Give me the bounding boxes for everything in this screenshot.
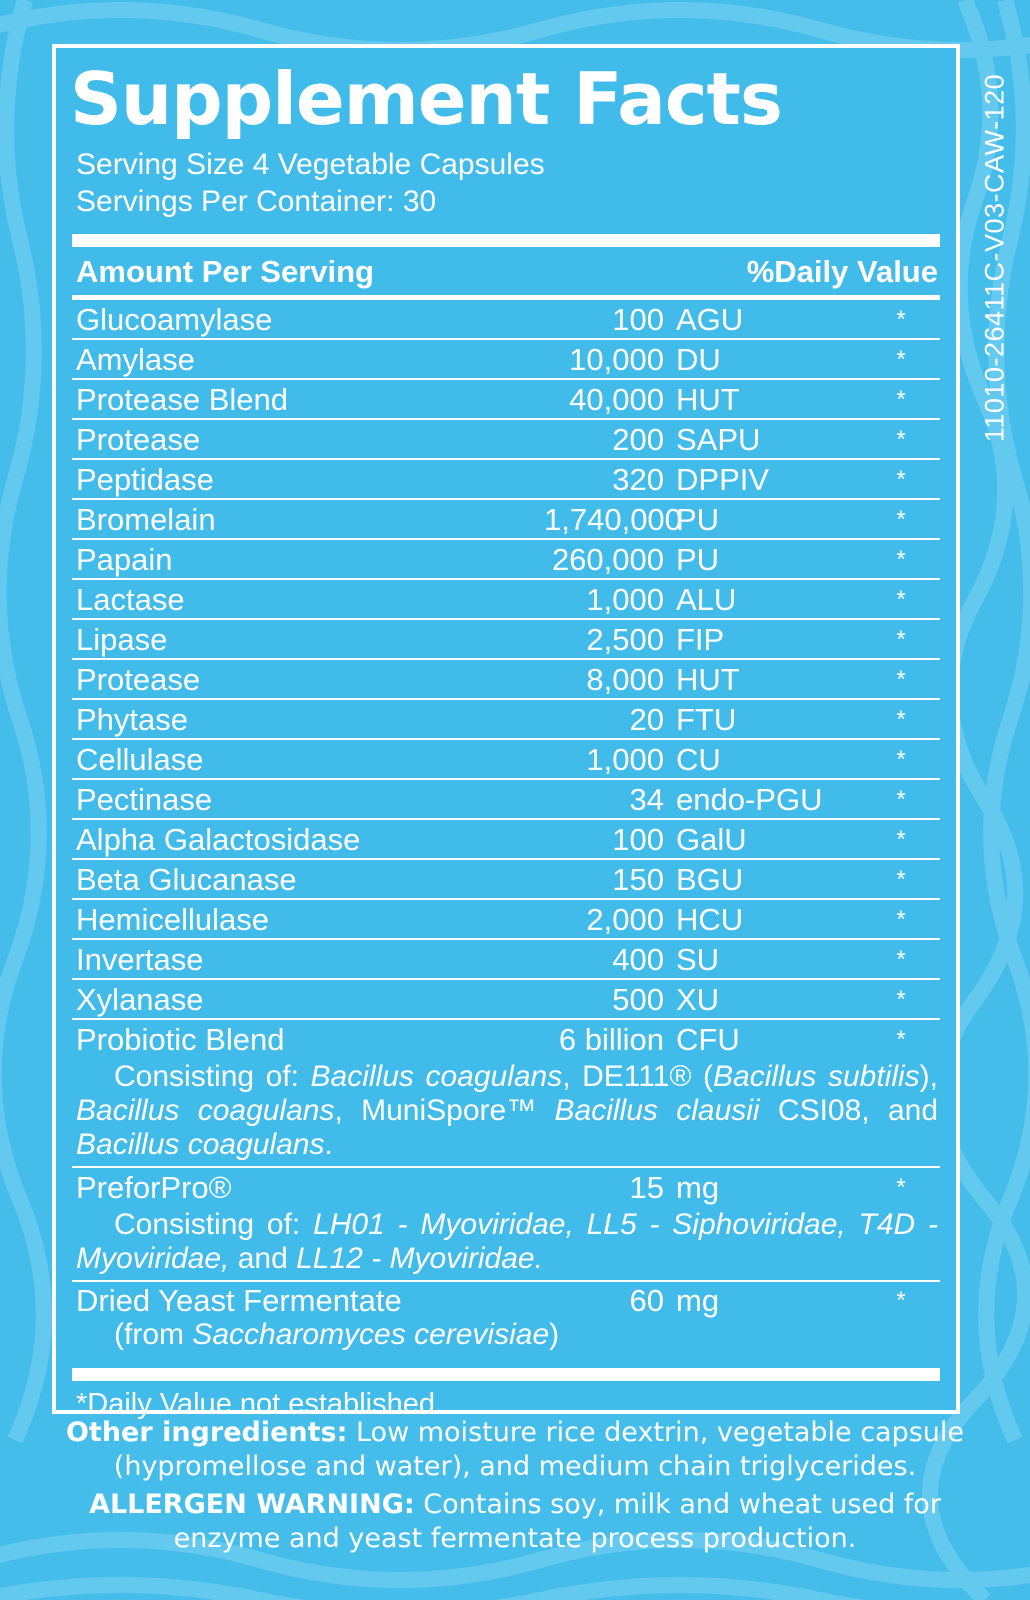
nutrient-name: Bromelain <box>76 502 216 537</box>
nutrient-name: Xylanase <box>76 982 204 1017</box>
nutrient-amount: 2,000 <box>586 902 664 937</box>
daily-value-marker: * <box>896 1174 906 1201</box>
daily-value-marker: * <box>896 826 906 853</box>
nutrient-unit: HUT <box>676 662 740 697</box>
daily-value-marker: * <box>896 946 906 973</box>
nutrient-amount: 2,500 <box>586 622 664 657</box>
nutrient-row <box>72 620 940 660</box>
nutrient-row <box>72 820 940 860</box>
nutrient-name: Lipase <box>76 622 168 657</box>
daily-value-marker: * <box>896 386 906 413</box>
product-code: 11010-26411C-V03-CAW-120 <box>979 73 1010 443</box>
nutrient-amount: 10,000 <box>569 342 664 377</box>
header-amount-per-serving: Amount Per Serving <box>76 254 374 289</box>
nutrient-unit: CU <box>676 742 721 777</box>
nutrient-amount: 200 <box>612 422 664 457</box>
nutrient-name: Protease <box>76 422 201 457</box>
nutrient-amount: 8,000 <box>586 662 664 697</box>
nutrient-amount: 100 <box>612 302 664 337</box>
nutrient-amount: 20 <box>629 702 664 737</box>
servings-per-container: Servings Per Container: 30 <box>76 185 437 218</box>
nutrient-name: Amylase <box>76 342 195 377</box>
nutrient-unit: DU <box>676 342 721 377</box>
nutrient-unit: mg <box>676 1283 720 1318</box>
nutrient-name: Cellulase <box>76 742 204 777</box>
table-header <box>72 247 940 295</box>
nutrient-row <box>72 980 940 1020</box>
nutrient-unit: CFU <box>676 1022 740 1057</box>
daily-value-marker: * <box>896 706 906 733</box>
daily-value-footnote: *Daily Value not established. <box>76 1388 444 1420</box>
other-ingredients-label: Other ingredients: <box>65 1417 348 1448</box>
nutrient-name: Lactase <box>76 582 185 617</box>
nutrient-row <box>72 900 940 940</box>
nutrient-amount: 1,000 <box>586 742 664 777</box>
nutrient-name: Alpha Galactosidase <box>76 822 361 857</box>
nutrient-unit: SAPU <box>676 422 761 457</box>
thick-divider-bottom <box>72 1368 940 1381</box>
nutrient-unit: PU <box>676 502 720 537</box>
nutrient-unit: DPPIV <box>676 462 770 497</box>
probiotic-composition: Consisting of: Bacillus coagulans, DE111® (Bacillus subtilis), Bacillus coagulans, MuniSpore™ Bacillus clausii CSI08, and Bacillus coagulans. <box>72 1058 940 1168</box>
daily-value-marker: * <box>896 666 906 693</box>
nutrient-unit: ALU <box>676 582 737 617</box>
nutrient-row-probiotic <box>72 1020 940 1058</box>
nutrient-amount: 1,740,000 <box>544 502 682 537</box>
nutrient-amount: 320 <box>612 462 664 497</box>
nutrient-unit: SU <box>676 942 720 977</box>
nutrient-unit: FIP <box>676 622 725 657</box>
nutrient-name: Protease Blend <box>76 382 288 417</box>
nutrient-rows <box>72 300 940 1020</box>
allergen-warning <box>40 1488 990 1556</box>
nutrient-unit: endo-PGU <box>676 782 823 817</box>
nutrient-unit: FTU <box>676 702 737 737</box>
nutrient-amount: 40,000 <box>569 382 664 417</box>
daily-value-marker: * <box>896 1026 906 1053</box>
daily-value-marker: * <box>896 866 906 893</box>
daily-value-marker: * <box>896 626 906 653</box>
nutrient-row <box>72 860 940 900</box>
nutrient-unit: PU <box>676 542 720 577</box>
serving-size: Serving Size 4 Vegetable Capsules <box>76 148 545 181</box>
nutrient-name: Papain <box>76 542 173 577</box>
nutrient-amount: 1,000 <box>586 582 664 617</box>
nutrient-unit: GalU <box>676 822 747 857</box>
ingredients-and-allergens <box>40 1416 990 1556</box>
nutrient-row-yeast <box>72 1282 940 1318</box>
daily-value-marker: * <box>896 546 906 573</box>
nutrient-unit: XU <box>676 982 720 1017</box>
daily-value-marker: * <box>896 786 906 813</box>
nutrient-row <box>72 660 940 700</box>
nutrient-name: Phytase <box>76 702 189 737</box>
nutrient-unit: HCU <box>676 902 744 937</box>
nutrient-row <box>72 700 940 740</box>
daily-value-marker: * <box>896 906 906 933</box>
nutrient-name: Hemicellulase <box>76 902 269 937</box>
nutrient-unit: BGU <box>676 862 744 897</box>
daily-value-marker: * <box>896 426 906 453</box>
nutrient-name: Glucoamylase <box>76 302 273 337</box>
nutrient-name: PreforPro® <box>76 1170 232 1205</box>
nutrient-amount: 15 <box>629 1170 664 1205</box>
daily-value-marker: * <box>896 306 906 333</box>
nutrient-amount: 150 <box>612 862 664 897</box>
yeast-source: (from Saccharomyces cerevisiae) <box>114 1318 560 1351</box>
nutrient-unit: AGU <box>676 302 744 337</box>
daily-value-marker: * <box>896 1287 906 1314</box>
nutrient-unit: mg <box>676 1170 720 1205</box>
nutrient-row <box>72 300 940 340</box>
other-ingredients-text: Low moisture rice dextrin, vegetable capsule (hypromellose and water), and medium chain triglycerides. <box>113 1417 965 1482</box>
nutrient-row <box>72 420 940 460</box>
nutrient-row <box>72 780 940 820</box>
daily-value-marker: * <box>896 746 906 773</box>
supplement-facts-panel <box>52 44 960 1420</box>
nutrient-amount: 6 billion <box>558 1022 664 1057</box>
nutrient-amount: 260,000 <box>551 542 664 577</box>
nutrient-unit: HUT <box>676 382 740 417</box>
other-ingredients <box>40 1416 990 1484</box>
nutrient-row-preforpro <box>72 1168 940 1206</box>
thick-divider <box>72 234 940 247</box>
nutrient-row <box>72 380 940 420</box>
daily-value-marker: * <box>896 586 906 613</box>
allergen-warning-label: ALLERGEN WARNING: <box>89 1489 415 1520</box>
nutrient-name: Protease <box>76 662 201 697</box>
daily-value-marker: * <box>896 986 906 1013</box>
nutrient-amount: 60 <box>629 1283 664 1318</box>
daily-value-marker: * <box>896 506 906 533</box>
nutrient-amount: 400 <box>612 942 664 977</box>
daily-value-marker: * <box>896 346 906 373</box>
nutrient-row <box>72 460 940 500</box>
nutrient-amount: 100 <box>612 822 664 857</box>
nutrient-row <box>72 340 940 380</box>
nutrient-name: Peptidase <box>76 462 214 497</box>
nutrient-amount: 34 <box>629 782 664 817</box>
daily-value-marker: * <box>896 466 906 493</box>
nutrient-name: Dried Yeast Fermentate <box>76 1283 402 1318</box>
nutrient-name: Invertase <box>76 942 204 977</box>
nutrient-name: Beta Glucanase <box>76 862 297 897</box>
nutrient-row <box>72 500 940 540</box>
nutrient-row <box>72 580 940 620</box>
nutrient-name: Probiotic Blend <box>76 1022 285 1057</box>
preforpro-composition: Consisting of: LH01 - Myoviridae, LL5 - Siphoviridae, T4D - Myoviridae, and LL12 - Myoviridae. <box>72 1206 940 1282</box>
nutrient-row <box>72 740 940 780</box>
nutrient-row <box>72 940 940 980</box>
nutrient-amount: 500 <box>612 982 664 1017</box>
label-title: Supplement Facts <box>70 57 782 141</box>
nutrient-name: Pectinase <box>76 782 213 817</box>
allergen-warning-text: Contains soy, milk and wheat used for enzyme and yeast fermentate process production. <box>173 1489 941 1554</box>
nutrient-row <box>72 540 940 580</box>
header-daily-value: %Daily Value <box>746 254 938 289</box>
